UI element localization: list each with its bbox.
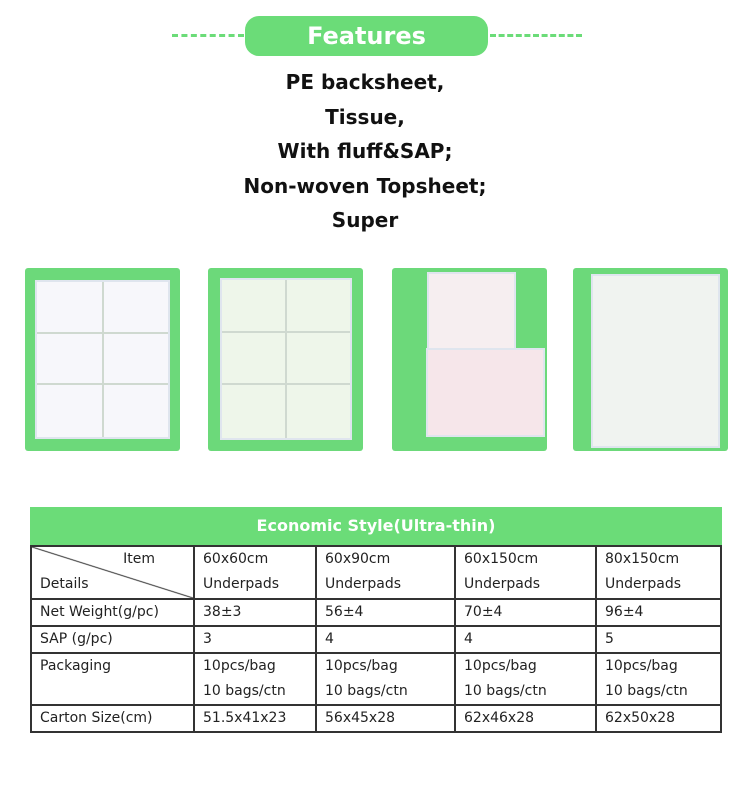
row-label: Net Weight(g/pc) <box>31 599 194 626</box>
cell: 51.5x41x23 <box>194 705 316 732</box>
cell: 10pcs/bag 10 bags/ctn <box>194 653 316 705</box>
row-label: Carton Size(cm) <box>31 705 194 732</box>
table-row <box>31 626 721 653</box>
cell: 3 <box>194 626 316 653</box>
feature-item: PE backsheet, <box>285 70 445 94</box>
features-heading: Features <box>245 16 488 56</box>
column-header: 80x150cm Underpads <box>596 546 721 599</box>
cell: 62x46x28 <box>455 705 596 732</box>
table-row <box>31 599 721 626</box>
row-label: Packaging <box>31 653 194 705</box>
product-image-1 <box>25 268 180 451</box>
product-image-4 <box>573 268 728 451</box>
feature-item: Non-woven Topsheet; <box>243 174 487 198</box>
column-header: 60x150cm Underpads <box>455 546 596 599</box>
cell: 38±3 <box>194 599 316 626</box>
divider-right <box>490 34 582 37</box>
corner-details-label: Details <box>40 576 89 592</box>
cell: 10pcs/bag 10 bags/ctn <box>455 653 596 705</box>
table-row <box>31 653 721 705</box>
cell: 56x45x28 <box>316 705 455 732</box>
cell: 5 <box>596 626 721 653</box>
feature-item: With fluff&SAP; <box>277 139 453 163</box>
spec-table <box>30 545 722 733</box>
table-title: Economic Style(Ultra-thin) <box>30 507 722 545</box>
cell: 56±4 <box>316 599 455 626</box>
row-label: SAP (g/pc) <box>31 626 194 653</box>
table-row <box>31 705 721 732</box>
cell: 4 <box>455 626 596 653</box>
divider-left <box>172 34 244 37</box>
cell: 10pcs/bag 10 bags/ctn <box>316 653 455 705</box>
product-image-2 <box>208 268 363 451</box>
feature-item: Tissue, <box>325 105 405 129</box>
feature-item: Super <box>331 208 399 232</box>
cell: 96±4 <box>596 599 721 626</box>
cell: 62x50x28 <box>596 705 721 732</box>
column-header: 60x90cm Underpads <box>316 546 455 599</box>
cell: 10pcs/bag 10 bags/ctn <box>596 653 721 705</box>
cell: 4 <box>316 626 455 653</box>
corner-cell <box>31 546 194 599</box>
product-image-3 <box>392 268 547 451</box>
cell: 70±4 <box>455 599 596 626</box>
table-header-row <box>31 546 721 599</box>
corner-item-label: Item <box>123 551 155 567</box>
column-header: 60x60cm Underpads <box>194 546 316 599</box>
